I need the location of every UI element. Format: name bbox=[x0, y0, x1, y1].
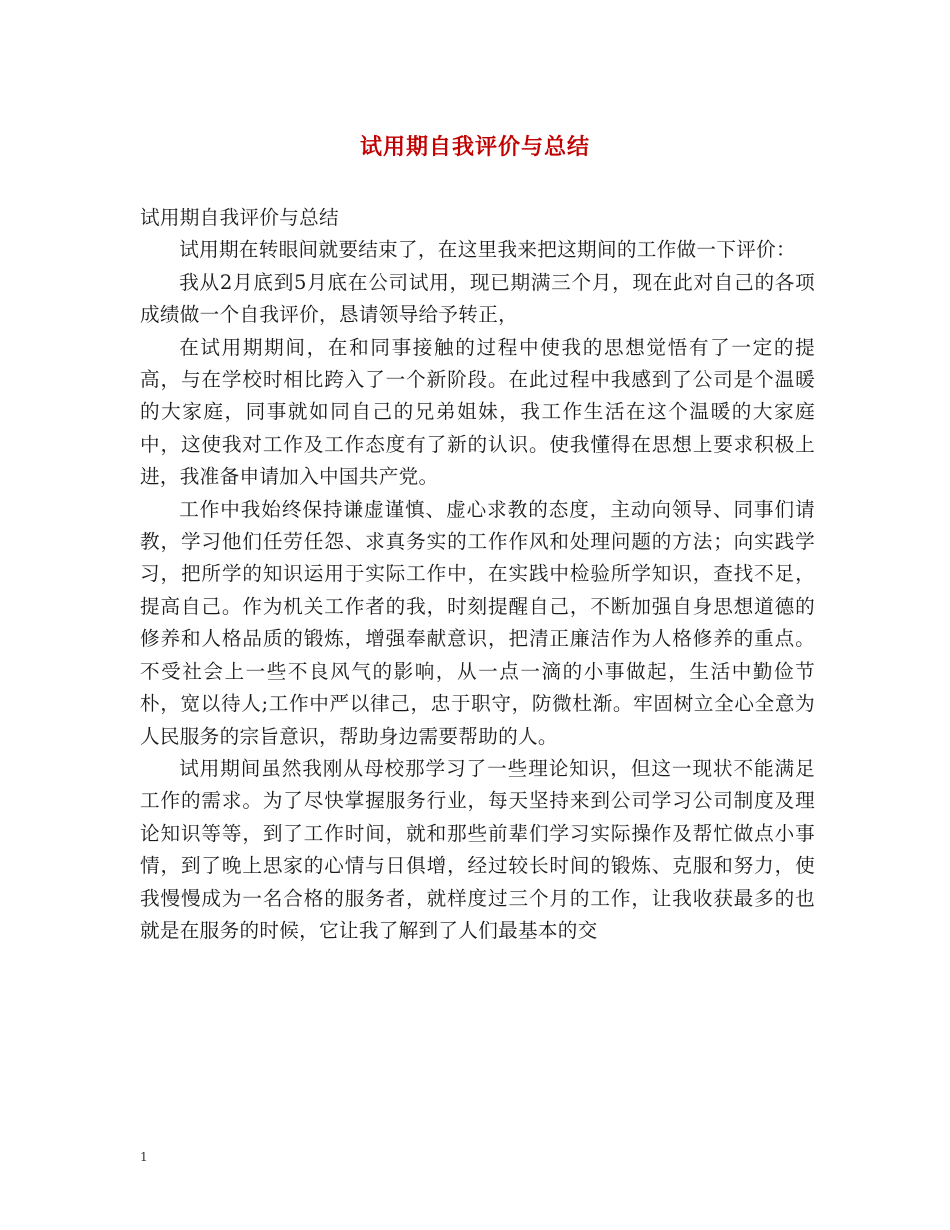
paragraph: 工作中我始终保持谦虚谨慎、虚心求教的态度，主动向领导、同事们请教，学习他们任劳任怨、求真务实的工作作风和处理问题的方法；向实践学习，把所学的知识运用于实际工作中，在实践中检验所学知识，查找不足，提高自己。作为机关工作者的我，时刻提醒自己，不断加强自身思想道德的修养和人格品质的锻炼，增强奉献意识，把清正廉洁作为人格修养的重点。不受社会上一些不良风气的影响，从一点一滴的小事做起，生活中勤俭节朴，宽以待人;工作中严以律己，忠于职守，防微杜渐。牢固树立全心全意为人民服务的宗旨意识，帮助身边需要帮助的人。 bbox=[140, 497, 815, 748]
document-body bbox=[140, 202, 815, 947]
paragraph: 试用期在转眼间就要结束了，在这里我来把这期间的工作做一下评价： bbox=[179, 238, 796, 262]
page-number: 1 bbox=[140, 1150, 148, 1164]
paragraph: 在试用期期间，在和同事接触的过程中使我的思想觉悟有了一定的提高，与在学校时相比跨入了一个新阶段。在此过程中我感到了公司是个温暖的大家庭，同事就如同自己的兄弟姐妹，我工作生活在这个温暖的大家庭中，这使我对工作及工作态度有了新的认识。使我懂得在思想上要求积极上进，我准备申请加入中国共产党。 bbox=[140, 335, 815, 489]
document-title: 试用期自我评价与总结 bbox=[359, 135, 590, 160]
paragraph: 试用期间虽然我刚从母校那学习了一些理论知识，但这一现状不能满足工作的需求。为了尽快掌握服务行业，每天坚持来到公司学习公司制度及理论知识等等，到了工作时间，就和那些前辈们学习实际操作及帮忙做点小事情，到了晚上思家的心情与日俱增，经过较长时间的锻炼、克服和努力，使我慢慢成为一名合格的服务者，就样度过三个月的工作，让我收获最多的也就是在服务的时候，它让我了解到了人们最基本的交 bbox=[140, 756, 815, 942]
paragraph: 我从2月底到5月底在公司试用，现已期满三个月，现在此对自己的各项成绩做一个自我评价，恳请领导给予转正， bbox=[140, 270, 815, 327]
paragraph-heading: 试用期自我评价与总结 bbox=[140, 206, 339, 229]
